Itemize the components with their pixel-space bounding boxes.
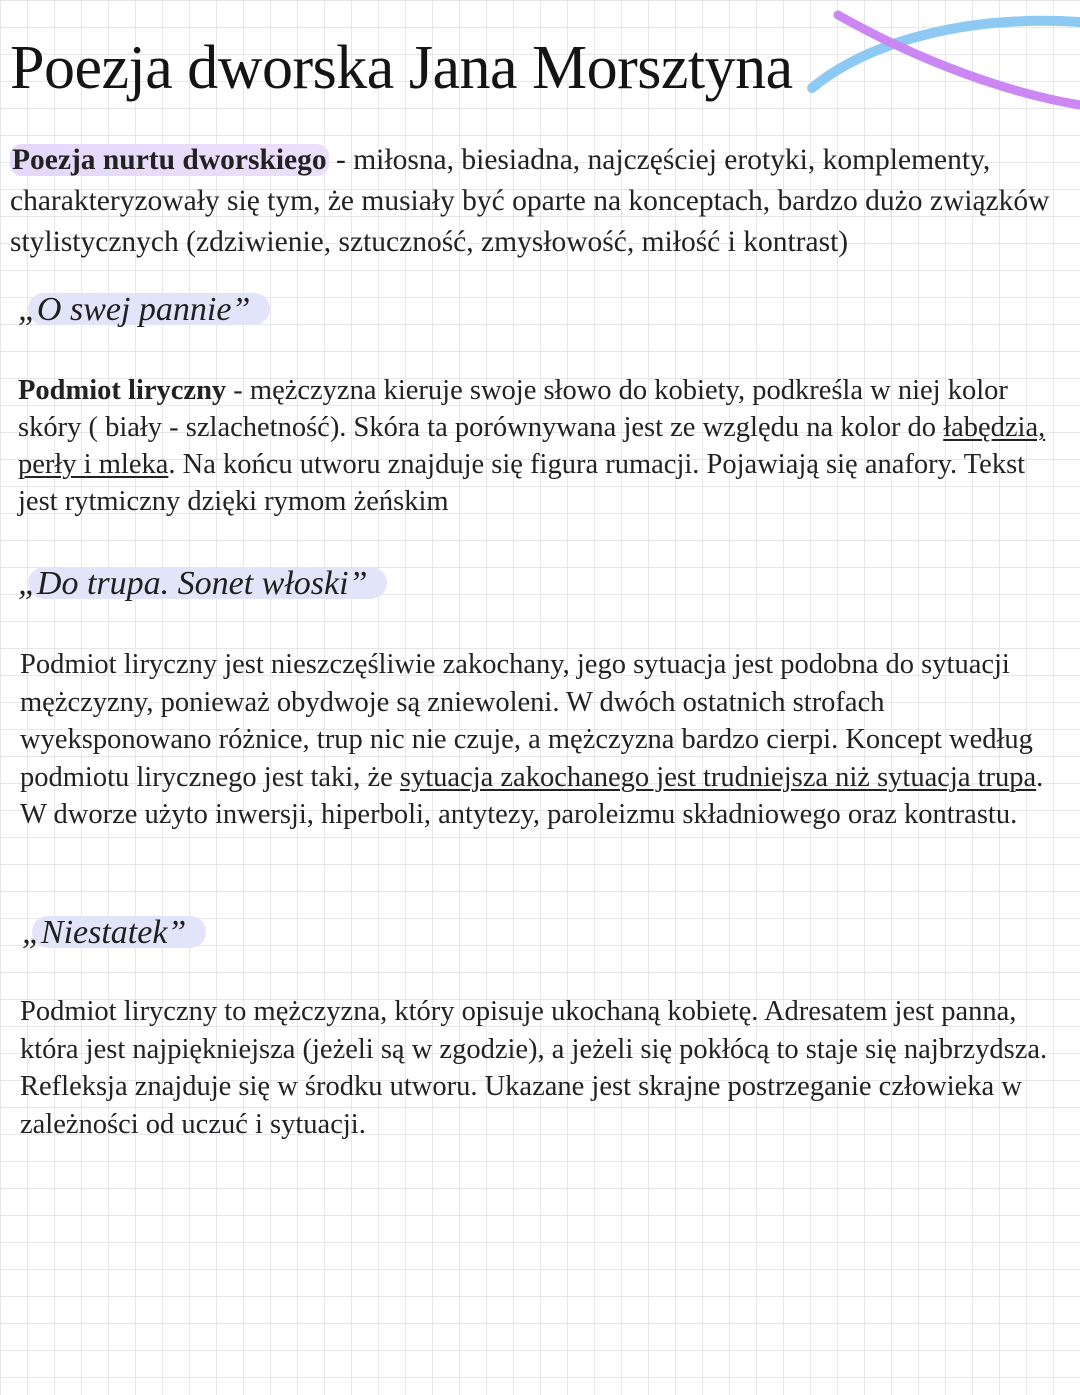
decorative-strokes <box>780 0 1080 120</box>
section-paragraph-niestatek: Podmiot liryczny to mężczyzna, który opisuje ukochaną kobietę. Adresatem jest panna, która jest najpiękniejsza (jeżeli są w zgodzie), a jeżeli się pokłócą to staje się najbrzydsza. Refleksja znajduje się w środku utworu. Ukazane jest skrajne postrzeganie człowieka w zależności od uczuć i sytuacji. <box>20 996 1048 1140</box>
section-paragraph-o-swej-pannie: Podmiot liryczny - mężczyzna kieruje swoje słowo do kobiety, podkreśla w niej kolor skóry ( biały - szlachetność). Skóra ta porównywana jest ze względu na kolor do łabędzia, perły i mleka. Na końcu utworu znajduje się figura rumacji. Pojawiają się anafory. Tekst jest rytmiczny dzięki rymom żeńskim <box>18 375 1046 517</box>
intro-term: Poezja nurtu dworskiego <box>12 144 327 176</box>
page-title: Poezja dworska Jana Morsztyna <box>10 34 793 102</box>
section-paragraph-do-trupa: Podmiot liryczny jest nieszczęśliwie zakochany, jego sytuacja jest podobna do sytuacji mężczyzny, ponieważ obydwoje są zniewoleni. W dwóch ostatnich strofach wyeksponowano różnice, trup nic nie czuje, a mężczyzna bardzo cierpi. Koncept według podmiotu lirycznego jest taki, że sytuacja zakochanego jest trudniejsza niż sytuacja trupa. W dworze użyto inwersji, hiperboli, antytezy, paroleizmu składniowego oraz kontrastu. <box>20 649 1044 830</box>
blue-stroke <box>812 21 1080 88</box>
underlined-comparison: łabędzia, perły i mleka <box>18 412 1046 480</box>
section-heading-do-trupa: „Do trupa. Sonet włoski” <box>18 564 379 604</box>
section-heading-niestatek: „Niestatek” <box>22 913 198 953</box>
section-heading-o-swej-pannie: „O swej pannie” <box>18 290 262 330</box>
intro-paragraph <box>10 140 1070 263</box>
label-podmiot-liryczny: Podmiot liryczny <box>18 375 227 406</box>
intro-text: - miłosna, biesiadna, najczęściej erotyki, komplementy, charakteryzowały się tym, że musiały być oparte na konceptach, bardzo dużo związków stylistycznych (zdziwienie, sztuczność, zmysłowość, miłość i kontrast) <box>10 144 1050 258</box>
underlined-concept: sytuacja zakochanego jest trudniejsza niż sytuacja trupa <box>399 761 1037 793</box>
